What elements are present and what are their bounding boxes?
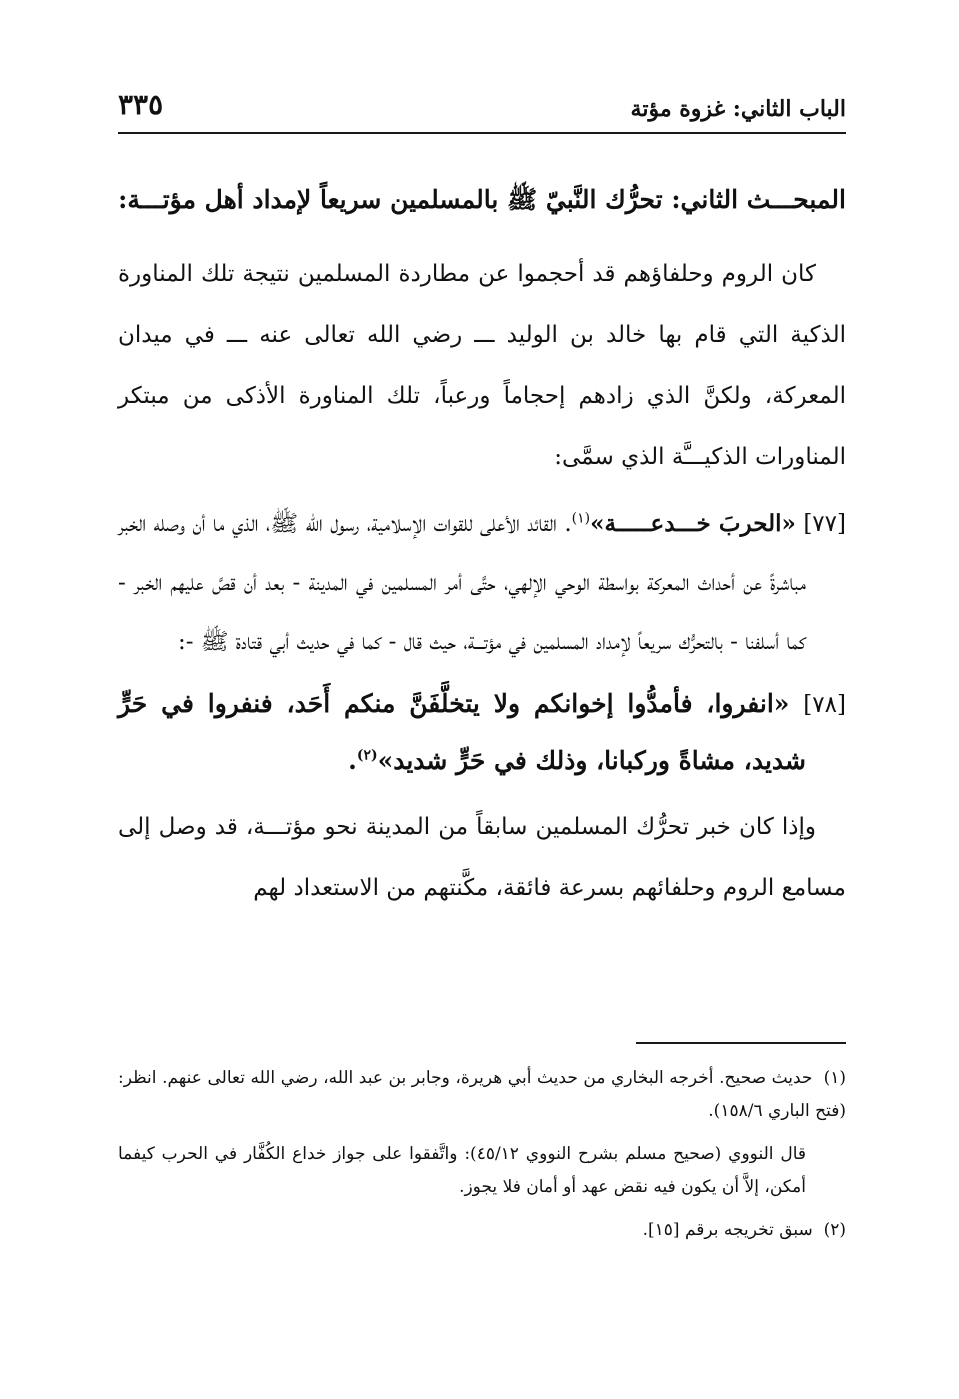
- hadith-quote: «انفروا، فأمدُّوا إخوانكم ولا يتخلَّفَنَّ منكم أَحَد، فنفروا في حَرٍّ شديد، مشاةً وركبانا، وذلك في حَرٍّ شديد»: [118, 689, 806, 775]
- footnote-text: سبق تخريجه برقم [١٥].: [642, 1220, 813, 1240]
- page-header: [118, 86, 846, 134]
- hadith-end: .: [348, 746, 357, 775]
- hadith-77: [118, 494, 846, 672]
- footnote-separator: [636, 1042, 846, 1044]
- footnote-1-continuation: قال النووي (صحيح مسلم بشرح النووي ٤٥/١٢): واتَّفقوا على جواز خداع الكُفَّار في الحرب كيفما أمكن، إلاَّ أن يكون فيه نقض عهد أو أمان فلا يجوز.: [118, 1144, 806, 1197]
- main-text: [118, 178, 846, 925]
- footnote-ref: (٢): [356, 747, 378, 764]
- hadith-number: [٧٨]: [803, 692, 846, 718]
- footnote-number: (٢): [823, 1220, 846, 1240]
- footnote-ref: (١): [571, 510, 591, 527]
- intro-paragraph: كان الروم وحلفاؤهم قد أحجموا عن مطاردة المسلمين نتيجة تلك المناورة الذكية التي قام بها خالد بن الوليد ـــ رضي الله تعالى عنه ـــ في ميدان المعركة، ولكنَّ الذي زادهم إحجاماً ورعباً، تلك المناورة الأذكى من مبتكر المناورات الذكيـــَّة الذي سمَّى:: [118, 261, 846, 470]
- hadith-text: . القائد الأعلى للقوات الإسلامية، رسول الله ﷺ، الذي ما أن وصله الخبر مباشرةً عن أحداث المعركة بواسطة الوحي الإلهي، حتَّى أمر المسلمين في المدينة - بعد أن قصَّ عليهم الخبر - كما أسلفنا - بالتحرُّك سريعاً لإمداد المسلمين في مؤتـــة، حيث قال - كما في حديث أبي قتادة ﷺ -:: [118, 511, 806, 655]
- closing-paragraph: وإذا كان خبر تحرُّك المسلمين سابقاً من المدينة نحو مؤتـــة، قد وصل إلى مسامع الروم وحلفائهم بسرعة فائقة، مكَّنتهم من الاستعداد لهم: [118, 814, 846, 901]
- footnotes: [118, 1062, 846, 1257]
- hadith-number: [٧٧]: [803, 511, 846, 537]
- footnote-text: حديث صحيح. أخرجه البخاري من حديث أبي هريرة، وجابر بن عبد الله، رضي الله تعالى عنهم. انظر: (فتح الباري ١٥٨/٦).: [118, 1068, 846, 1121]
- footnote-number: (١): [823, 1068, 846, 1088]
- page-number: ٣٣٥: [118, 88, 164, 121]
- footnote-1: [118, 1062, 846, 1128]
- hadith-quote: «الحربَ خـــدعـــــة»: [590, 510, 796, 537]
- footnote-2: [118, 1214, 846, 1247]
- running-title: الباب الثاني: غزوة مؤتة: [630, 96, 846, 122]
- section-heading: المبحـــث الثاني: تحرُّك النَّبيّ ﷺ بالمسلمين سريعاً لإمداد أهل مؤتـــة:: [118, 185, 846, 214]
- hadith-78: [118, 676, 846, 789]
